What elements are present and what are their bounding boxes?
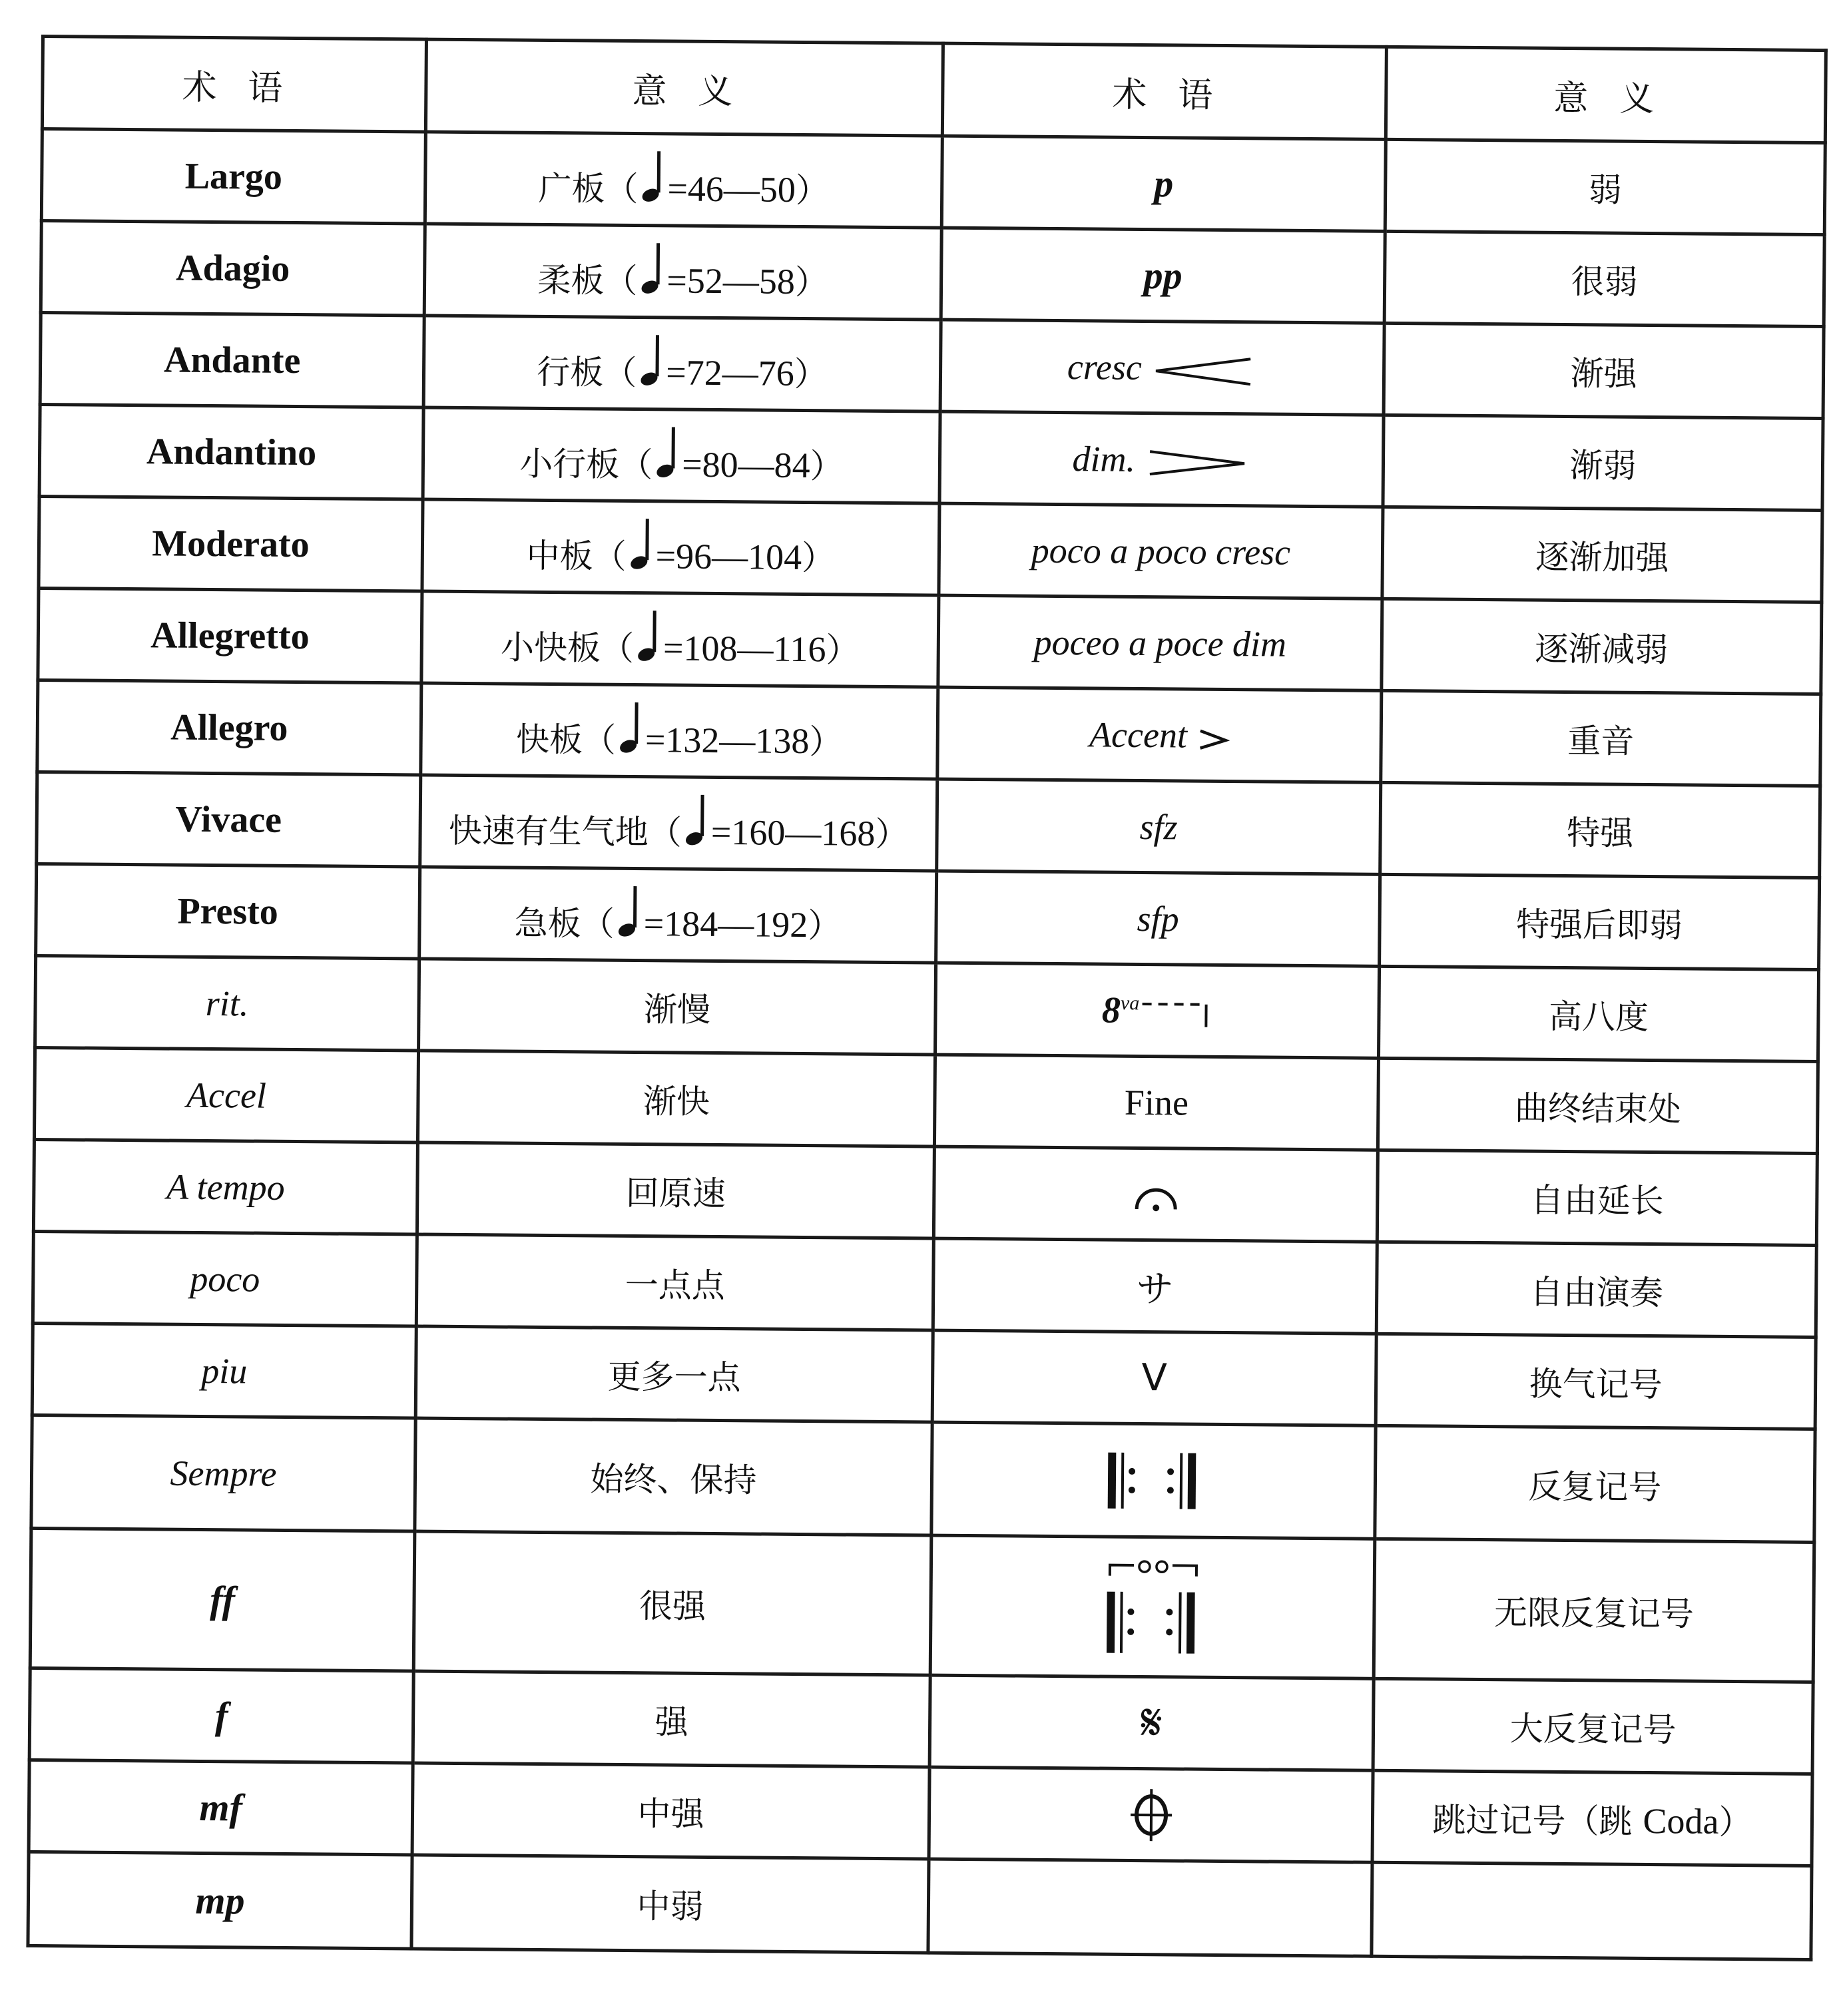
meaning-prefix: 小行板（ [519, 444, 653, 485]
term2-cell: pp [941, 228, 1385, 323]
coda-icon [1127, 1786, 1175, 1844]
tempo-value: =132—138 [645, 720, 810, 762]
tempo-value: =80—84 [681, 444, 810, 486]
table-row [38, 588, 1822, 694]
table-row [36, 864, 1820, 969]
meaning-suffix: ） [875, 814, 909, 854]
table-row [37, 680, 1821, 786]
meaning-cell [419, 867, 937, 963]
table-row [39, 405, 1823, 511]
quarter-note-icon [627, 516, 655, 572]
term2-cell [930, 1535, 1375, 1678]
fermata-icon [1133, 1181, 1179, 1215]
term2-cell: poco a poco cresc [939, 503, 1383, 599]
tempo-value: =96—104 [655, 536, 802, 577]
quarter-note-icon [638, 332, 665, 388]
repeat-signs-icon [1103, 1448, 1204, 1513]
term-cell: Sempre [31, 1415, 415, 1531]
term-cell: Allegretto [38, 588, 422, 683]
term-cell: Vivace [37, 772, 421, 867]
meaning-cell [421, 591, 939, 687]
term2-cell [933, 1146, 1378, 1242]
accent-text: Accent [1089, 714, 1188, 756]
coda-word: Coda [1643, 1800, 1719, 1842]
term-cell: rit. [35, 955, 419, 1051]
table-row [35, 955, 1819, 1061]
tempo-value: =46—50 [667, 168, 796, 210]
term-cell: Allegro [37, 680, 421, 775]
cresc-text: cresc [1067, 346, 1143, 387]
meaning-suffix: ） [801, 538, 836, 578]
meaning2-cell: 反复记号 [1375, 1425, 1815, 1542]
meaning2-cell [1372, 1770, 1812, 1866]
quarter-note-icon [639, 240, 666, 296]
quarter-note-icon [635, 608, 662, 664]
term-cell: mp [28, 1852, 412, 1949]
term2-cell [931, 1422, 1376, 1539]
meaning2-cell: 换气记号 [1376, 1334, 1816, 1429]
meaning-cell: 更多一点 [415, 1326, 933, 1422]
meaning-prefix: 快速有生气地（ [448, 811, 682, 852]
table-row [29, 1668, 1813, 1774]
meaning-cell: 始终、保持 [415, 1418, 932, 1535]
table-row [32, 1323, 1816, 1429]
meaning2-cell: 自由演奏 [1376, 1242, 1816, 1337]
term-cell: Adagio [41, 221, 425, 316]
meaning-suffix: ） [794, 354, 828, 394]
coda-meaning-suffix: ） [1718, 1802, 1752, 1842]
ottava-number: 8 [1101, 989, 1121, 1031]
meaning-cell [422, 499, 939, 595]
quarter-note-icon [617, 700, 645, 756]
meaning2-cell: 渐强 [1384, 323, 1824, 418]
meaning-prefix: 行板（ [537, 352, 637, 393]
meaning-cell [420, 775, 937, 871]
table-row [28, 1852, 1812, 1959]
term-cell: mf [29, 1760, 413, 1855]
meaning-cell [423, 316, 941, 411]
table-row [40, 313, 1824, 419]
term-cell: Largo [41, 129, 425, 224]
term2-cell [937, 687, 1382, 782]
table-row [29, 1760, 1812, 1866]
table-row [39, 496, 1822, 602]
meaning-prefix: 快板（ [515, 720, 617, 760]
term-cell: Andantino [39, 405, 423, 500]
header-row [42, 37, 1826, 143]
meaning-prefix: 小快板（ [500, 628, 635, 668]
term2-cell: Fine [934, 1055, 1378, 1150]
meaning2-cell: 大反复记号 [1373, 1678, 1813, 1774]
quarter-note-icon [639, 148, 666, 204]
meaning-prefix: 广板（ [538, 168, 639, 209]
term2-cell: V [932, 1330, 1376, 1425]
music-terms-table [26, 35, 1827, 1961]
meaning2-cell: 特强 [1380, 782, 1820, 878]
tempo-value: =52—58 [666, 260, 796, 302]
meaning2-cell: 特强后即弱 [1380, 874, 1820, 969]
term2-cell [939, 411, 1384, 507]
meaning2-cell: 重音 [1381, 690, 1821, 786]
meaning-cell: 一点点 [416, 1234, 933, 1330]
meaning2-cell: 渐弱 [1383, 415, 1823, 510]
segno-icon: 𝄋 [929, 1675, 1374, 1770]
infinite-repeat-icon [1102, 1557, 1202, 1657]
crescendo-hairpin-icon [1151, 354, 1257, 388]
term2-cell: sfz [937, 779, 1381, 874]
meaning2-cell: 曲终结束处 [1378, 1058, 1818, 1153]
meaning-cell: 强 [413, 1671, 930, 1767]
meaning-cell: 渐慢 [419, 959, 936, 1055]
meaning2-cell: 自由延长 [1377, 1150, 1817, 1245]
table-row [33, 1139, 1817, 1245]
meaning-suffix: ） [795, 170, 830, 210]
table-row [31, 1415, 1815, 1542]
table-row [41, 221, 1824, 327]
meaning-suffix: ） [826, 630, 860, 670]
term2-cell: サ [933, 1238, 1377, 1334]
term-cell: Andante [40, 313, 424, 408]
meaning2-cell: 逐渐减弱 [1382, 599, 1822, 694]
meaning-suffix: ） [809, 722, 843, 762]
terms-table-sheet [26, 35, 1824, 2007]
meaning-cell: 渐快 [417, 1051, 935, 1146]
term-cell: poco [33, 1231, 417, 1326]
quarter-note-icon [616, 883, 643, 939]
term2-cell [935, 963, 1380, 1058]
term-cell: piu [32, 1323, 416, 1418]
meaning-cell [425, 132, 942, 228]
accent-mark-icon [1196, 726, 1229, 752]
tempo-value: =160—168 [710, 812, 876, 854]
table-row [37, 772, 1820, 878]
term-cell: Moderato [39, 496, 423, 591]
table-row [34, 1047, 1818, 1153]
term2-cell: p [941, 136, 1386, 231]
meaning-cell: 中弱 [411, 1855, 929, 1953]
quarter-note-icon [654, 424, 681, 480]
term2-cell [929, 1767, 1373, 1862]
term2-cell: sfp [936, 871, 1380, 966]
header-meaning: 意义 [425, 39, 943, 136]
term-cell: A tempo [33, 1139, 417, 1234]
meaning-suffix: ） [810, 447, 844, 486]
meaning-cell [423, 407, 940, 503]
term-cell: Presto [36, 864, 420, 959]
meaning-cell: 回原速 [417, 1142, 934, 1238]
meaning-cell: 很强 [413, 1531, 931, 1675]
decrescendo-hairpin-icon [1144, 446, 1250, 480]
term2-cell [940, 320, 1384, 415]
term-cell: f [29, 1668, 413, 1763]
meaning2-cell: 逐渐加强 [1382, 507, 1822, 602]
header-meaning-2: 意义 [1386, 47, 1826, 142]
meaning-prefix: 中板（ [526, 536, 627, 576]
meaning2-cell: 弱 [1385, 139, 1825, 234]
ottava-sup: va [1120, 991, 1140, 1014]
meaning-prefix: 柔板（ [537, 260, 638, 301]
term-cell: ff [30, 1528, 415, 1671]
empty-cell [1372, 1862, 1812, 1959]
meaning-cell [424, 224, 941, 320]
meaning-suffix: ） [794, 262, 829, 302]
meaning-suffix: ） [808, 906, 842, 945]
dim-text: dim. [1072, 438, 1136, 479]
meaning2-cell: 无限反复记号 [1374, 1539, 1814, 1682]
coda-meaning-prefix: 跳过记号（跳 [1432, 1800, 1643, 1841]
quarter-note-icon [683, 792, 710, 848]
table-row [33, 1231, 1816, 1337]
tempo-value: =72—76 [666, 352, 795, 393]
meaning-cell [421, 683, 938, 779]
tempo-value: =108—116 [662, 628, 826, 670]
table-row [41, 129, 1825, 235]
ottava-dashed-bracket-icon [1139, 997, 1212, 1031]
header-term-2: 术语 [942, 43, 1386, 139]
header-term: 术语 [42, 37, 426, 132]
empty-cell [928, 1859, 1372, 1956]
tempo-value: =184—192 [643, 903, 808, 945]
meaning-prefix: 急板（ [514, 903, 615, 943]
meaning2-cell: 很弱 [1384, 231, 1824, 326]
term2-cell: poceo a poce dim [938, 595, 1382, 690]
meaning-cell: 中强 [412, 1763, 929, 1859]
table-row [30, 1528, 1814, 1682]
term-cell: Accel [34, 1047, 418, 1142]
meaning2-cell: 高八度 [1378, 966, 1818, 1061]
